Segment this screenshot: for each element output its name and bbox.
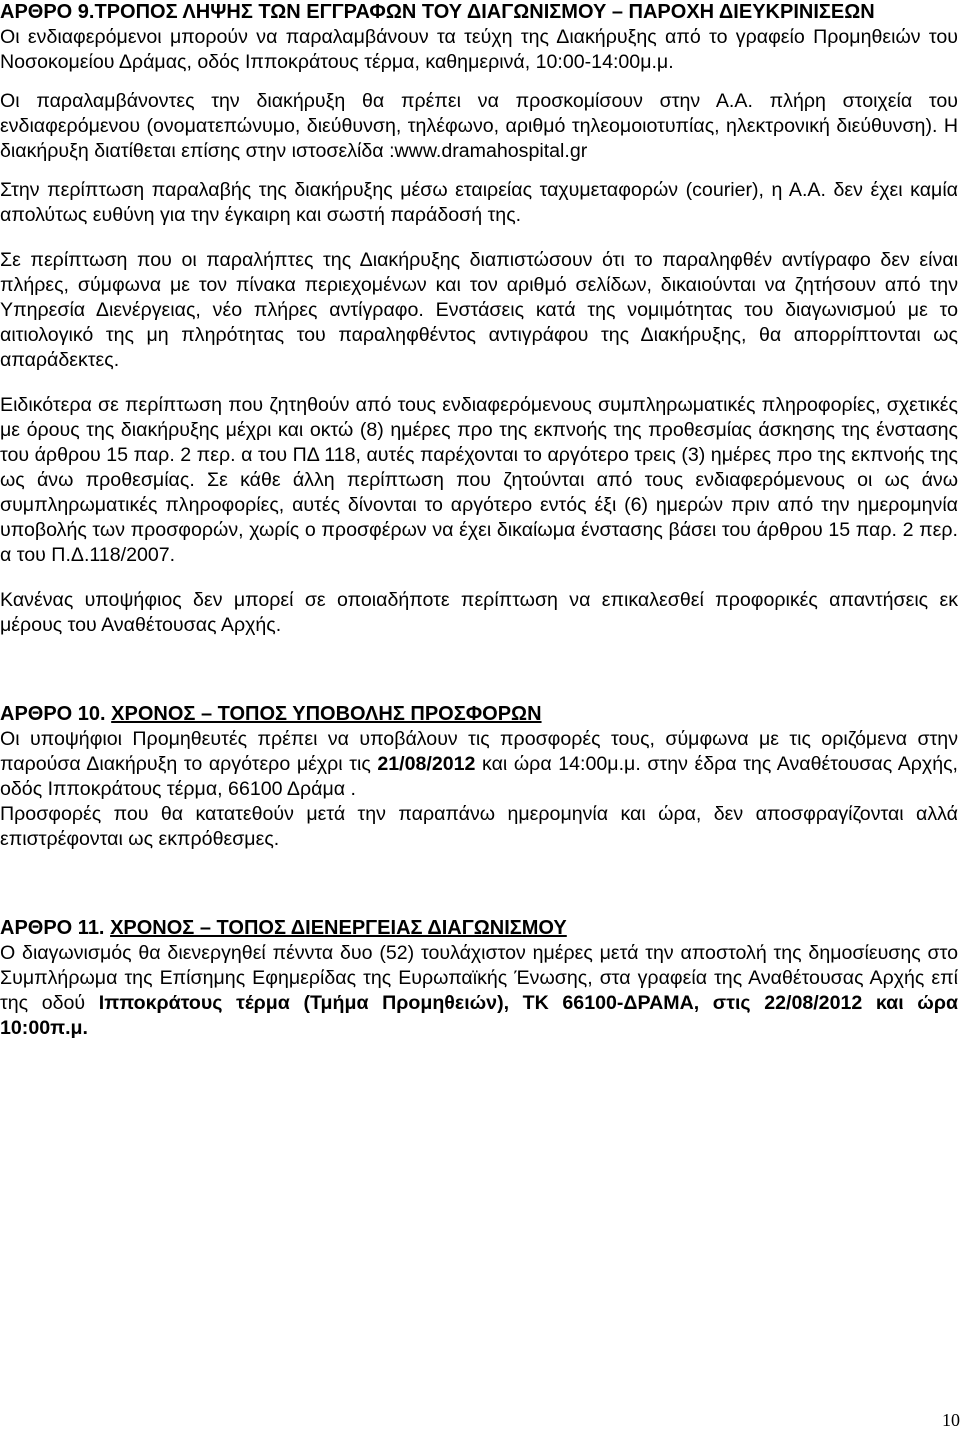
article-9-paragraph-3: Στην περίπτωση παραλαβής της διακήρυξης μέσω εταιρείας ταχυμεταφορών (courier), η Α.Α. δεν έχει καμία απολύτως ευθύνη για την έγκαιρη και σωστή παράδοσή της. [0, 179, 958, 226]
article-11-label: ΑΡΘΡΟ 11. [0, 917, 105, 939]
tender-location-and-date: Ιπποκράτους τέρμα (Τμήμα Προμηθειών), ΤΚ 66100-ΔΡΑΜΑ, στις 22/08/2012 και ώρα 10:00π.μ. [0, 992, 959, 1039]
article-9-paragraph-1: Οι ενδιαφερόμενοι μπορούν να παραλαμβάνουν τα τεύχη της Διακήρυξης από το γραφείο Προμηθειών του Νοσοκομείου Δράμας, οδός Ιπποκράτους τέρμα, καθημερινά, 10:00-14:00μ.μ. [0, 26, 958, 73]
article-9-label: ΑΡΘΡΟ 9. [0, 1, 95, 23]
article-10-label: ΑΡΘΡΟ 10. [0, 703, 106, 725]
article-9-paragraph-5: Ειδικότερα σε περίπτωση που ζητηθούν από τους ενδιαφερόμενους συμπληρωματικές πληροφορίες, σχετικές με όρους της διακήρυξης μέχρι και οκτώ (8) ημέρες προ της εκπνοής της προθεσμίας άσκησης της ένστασης του άρθρου 15 παρ. 2 περ. α του ΠΔ 118, αυτές παρέχονται το αργότερο τρεις (3) ημέρες προ της εκπνοής της ως άνω προθεσμίας. Σε κάθε άλλη περίπτωση που ζητούνται από τους ενδιαφερόμενους οι ως άνω συμπληρωματικές πληροφορίες, αυτές δίνονται το αργότερο εντός έξι (6) ημερών πριν από την ημερομηνία υποβολής των προσφορών, χωρίς ο προσφέρων να έχει δικαίωμα ένστασης βάσει του άρθρου 15 παρ. 2 περ. α του Π.Δ.118/2007. [0, 394, 958, 566]
article-9-paragraph-4: Σε περίπτωση που οι παραλήπτες της Διακήρυξης διαπιστώσουν ότι το παραληφθέν αντίγραφο δεν είναι πλήρες, σύμφωνα με τον πίνακα περιεχομένων και τον αριθμό σελίδων, δικαιούνται να ζητήσουν από την Υπηρεσία Διενέργειας, νέο πλήρες αντίγραφο. Ενστάσεις κατά της νομιμότητας του διαγωνισμού με το αιτιολογικό της μη πληρότητας του παραληφθέντος αντιγράφου της Διακήρυξης, θα απορρίπτονται ως απαράδεκτες. [0, 249, 958, 371]
article-11-title: ΧΡΟΝΟΣ – ΤΟΠΟΣ ΔΙΕΝΕΡΓΕΙΑΣ ΔΙΑΓΩΝΙΣΜΟΥ [110, 917, 567, 939]
article-9-heading [0, 0, 958, 25]
article-10-paragraph-1-start: Οι υποψήφιοι Προμηθευτές πρέπει να υποβάλουν τις προσφορές τους, σύμφωνα με τις οριζόμενα στην παρούσα Διακήρυξη το αργότερο μέχρι τις [0, 728, 958, 775]
article-10-heading [0, 702, 958, 727]
article-11-heading [0, 916, 958, 941]
article-10-title: ΧΡΟΝΟΣ – ΤΟΠΟΣ ΥΠΟΒΟΛΗΣ ΠΡΟΣΦΟΡΩΝ [111, 703, 542, 725]
article-9-paragraph-6: Κανένας υποψήφιος δεν μπορεί σε οποιαδήποτε περίπτωση να επικαλεσθεί προφορικές απαντήσεις εκ μέρους του Αναθέτουσας Αρχής. [0, 589, 958, 636]
article-9-title: ΤΡΟΠΟΣ ΛΗΨΗΣ ΤΩΝ ΕΓΓΡΑΦΩΝ ΤΟΥ ΔΙΑΓΩΝΙΣΜΟΥ – ΠΑΡΟΧΗ ΔΙΕΥΚΡΙΝΙΣΕΩΝ [94, 1, 875, 23]
article-10-paragraph-1 [0, 727, 958, 802]
article-9-paragraph-2: Οι παραλαμβάνοντες την διακήρυξη θα πρέπει να προσκομίσουν στην Α.Α. πλήρη στοιχεία του ενδιαφερόμενου (ονοματεπώνυμο, διεύθυνση, τηλέφωνο, αριθμό τηλεομοιοτυπίας, ηλεκτρονική διεύθυνση). Η διακήρυξη διατίθεται επίσης στην ιστοσελίδα :www.dramahospital.gr [0, 90, 958, 162]
article-11-paragraph-1 [0, 941, 958, 1041]
article-11-paragraph-1-start: Ο διαγωνισμός θα διενεργηθεί πένντα δυο (52) τουλάχιστον ημέρες μετά την αποστολή της δημοσίευσης στο Συμπλήρωμα της Επίσημης Εφημερίδας της Ευρωπαϊκής Ένωσης, στα γραφεία της Αναθέτουσας Αρχής επί της οδού [0, 942, 958, 1014]
article-10-paragraph-2: Προσφορές που θα κατατεθούν μετά την παραπάνω ημερομηνία και ώρα, δεν αποσφραγίζονται αλλά επιστρέφονται ως εκπρόθεσμες. [0, 803, 958, 850]
page-number: 10 [942, 1410, 960, 1430]
submission-deadline-date: 21/08/2012 [377, 753, 476, 775]
article-10-paragraph-1-end: και ώρα 14:00μ.μ. στην έδρα της Αναθέτουσας Αρχής, οδός Ιπποκράτους τέρμα, 66100 Δράμα . [0, 753, 959, 800]
